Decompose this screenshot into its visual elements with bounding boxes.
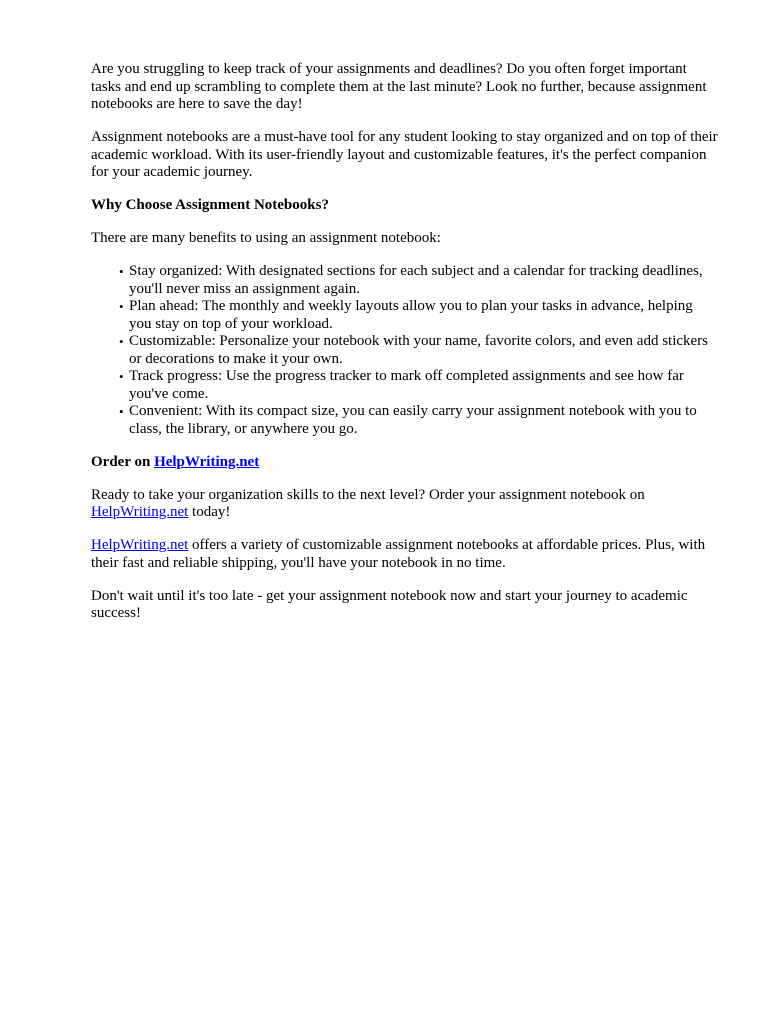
list-item-text: Track progress: Use the progress tracker to mark off completed assignments and see how far you've come.	[129, 368, 684, 402]
list-item	[119, 368, 719, 403]
ready-text: Ready to take your organization skills to the next level? Order your assignment notebook on	[91, 486, 645, 503]
offers-link[interactable]: HelpWriting.net	[91, 537, 189, 553]
benefits-list	[91, 263, 719, 438]
document-body	[91, 61, 719, 638]
bullet-icon: •	[119, 369, 124, 384]
order-heading-link[interactable]: HelpWriting.net	[154, 453, 260, 470]
list-item	[119, 403, 719, 438]
bullet-icon: •	[119, 404, 124, 419]
benefits-intro: There are many benefits to using an assignment notebook:	[91, 230, 441, 246]
list-item-text: Stay organized: With designated sections for each subject and a calendar for tracking deadlines, you'll never miss an assignment again.	[129, 263, 703, 297]
list-item	[119, 263, 719, 298]
offers-paragraph	[91, 537, 719, 572]
offers-text: offers a variety of customizable assignment notebooks at affordable prices. Plus, with their fast and reliable shipping, you'll have your notebook in no time.	[91, 537, 706, 571]
closing-paragraph: Don't wait until it's too late - get your assignment notebook now and start your journey to academic success!	[91, 587, 688, 621]
bullet-icon: •	[119, 299, 124, 314]
ready-suffix: today!	[192, 504, 231, 520]
list-item	[119, 333, 719, 368]
intro-paragraph: Are you struggling to keep track of your assignments and deadlines? Do you often forget important tasks and end up scrambling to complete them at the last minute? Look no further, because assignment notebooks are here to save the day!	[91, 61, 707, 112]
list-item-text: Convenient: With its compact size, you can easily carry your assignment notebook with you to class, the library, or anywhere you go.	[129, 403, 697, 437]
order-heading-prefix: Order on	[91, 453, 151, 470]
list-item	[119, 298, 719, 333]
bullet-icon: •	[119, 264, 124, 279]
order-heading	[91, 454, 719, 472]
list-item-text: Plan ahead: The monthly and weekly layouts allow you to plan your tasks in advance, helping you stay on top of your workload.	[129, 298, 693, 332]
why-heading: Why Choose Assignment Notebooks?	[91, 197, 329, 213]
ready-link[interactable]: HelpWriting.net	[91, 504, 189, 520]
bullet-icon: •	[119, 334, 124, 349]
list-item-text: Customizable: Personalize your notebook with your name, favorite colors, and even add stickers or decorations to make it your own.	[129, 333, 709, 367]
ready-paragraph	[91, 487, 719, 522]
description-paragraph: Assignment notebooks are a must-have tool for any student looking to stay organized and on top of their academic workload. With its user-friendly layout and customizable features, it's the perfect companion for your academic journey.	[91, 129, 718, 180]
